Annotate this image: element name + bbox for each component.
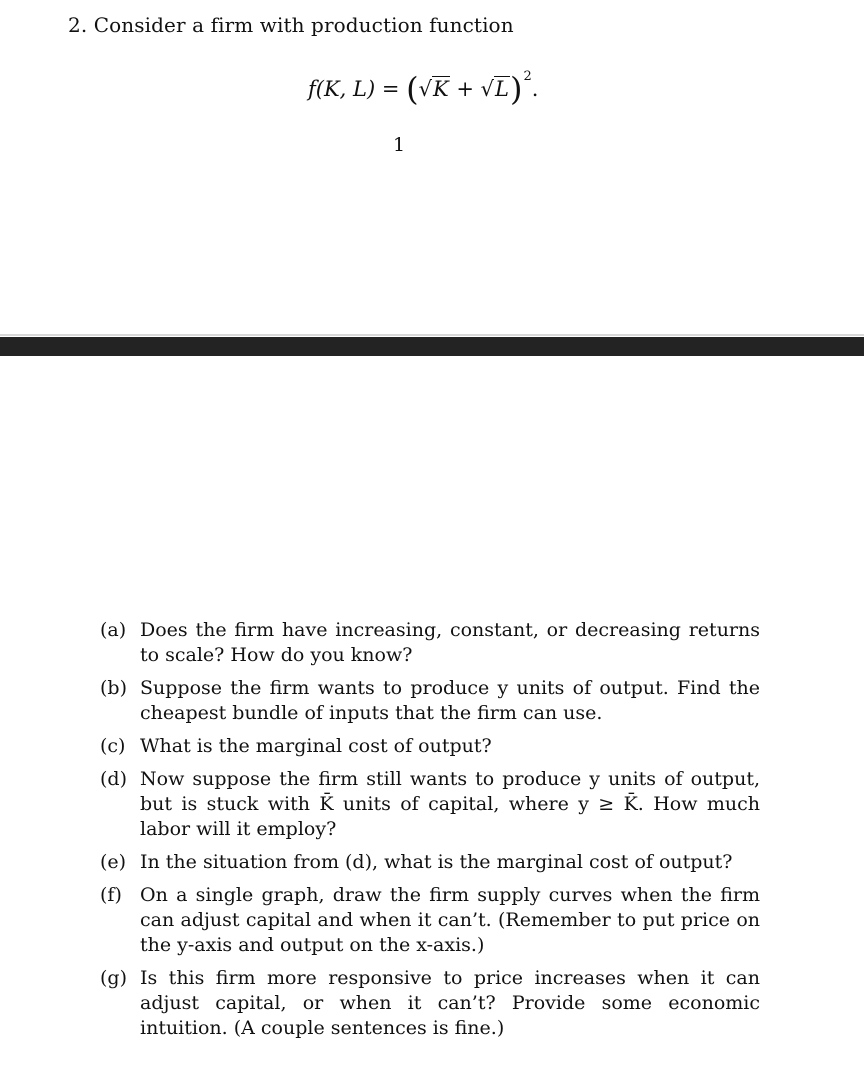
part-marker: (f) [100,884,122,906]
question-parts-list [100,618,760,1049]
problem-number: 2. [68,13,88,37]
radical-sign-k: √ [418,77,432,101]
sqrt-l-radicand: L [495,77,509,101]
question-part-f [100,883,760,958]
page-break-divider [0,334,864,336]
problem-heading-text: Consider a firm with production function [93,13,514,37]
question-part-c [100,734,760,759]
part-text: What is the marginal cost of output? [140,735,492,757]
question-part-b [100,676,760,726]
part-text: On a single graph, draw the firm supply curves when the firm can adjust capital and when it can’t. (Remember to put price on the y-axis and output on the x-axis.) [140,884,760,956]
equation-period: . [531,77,539,101]
equation-plus: + [449,77,481,101]
equation-close-paren: ) [509,70,523,108]
equation-open-paren: ( [406,70,419,108]
part-text: In the situation from (d), what is the marginal cost of output? [140,851,733,873]
part-marker: (a) [100,619,127,641]
page-break-band [0,337,864,356]
part-text: Suppose the firm wants to produce y units of output. Find the cheapest bundle of inputs that the firm can use. [140,677,760,724]
question-part-a [100,618,760,668]
question-part-d [100,767,760,842]
part-text: Does the firm have increasing, constant, or decreasing returns to scale? How do you know? [140,619,760,666]
page-number: 1 [393,134,406,156]
sqrt-l [481,72,510,106]
production-function-equation [308,60,538,106]
part-marker: (c) [100,735,126,757]
page-top-section [0,0,864,334]
part-marker: (g) [100,967,127,989]
equation-lhs: f(K, L) = [308,77,407,101]
part-marker: (b) [100,677,127,699]
question-part-g [100,966,760,1041]
equation-exponent: 2 [523,69,532,84]
radical-sign-l: √ [480,77,495,101]
problem-heading [68,12,514,38]
question-part-e [100,850,760,875]
sqrt-k [419,72,450,106]
part-marker: (e) [100,851,127,873]
part-marker: (d) [100,768,127,790]
part-text: Is this firm more responsive to price increases when it can adjust capital, or when it can’t? Provide some economic intuition. (A couple sentences is fine.) [140,967,760,1039]
part-text: Now suppose the firm still wants to produce y units of output, but is stuck with K̄ units of capital, where y ≥ K̄. How much labor will it employ? [140,768,760,840]
sqrt-k-radicand: K [432,77,449,101]
